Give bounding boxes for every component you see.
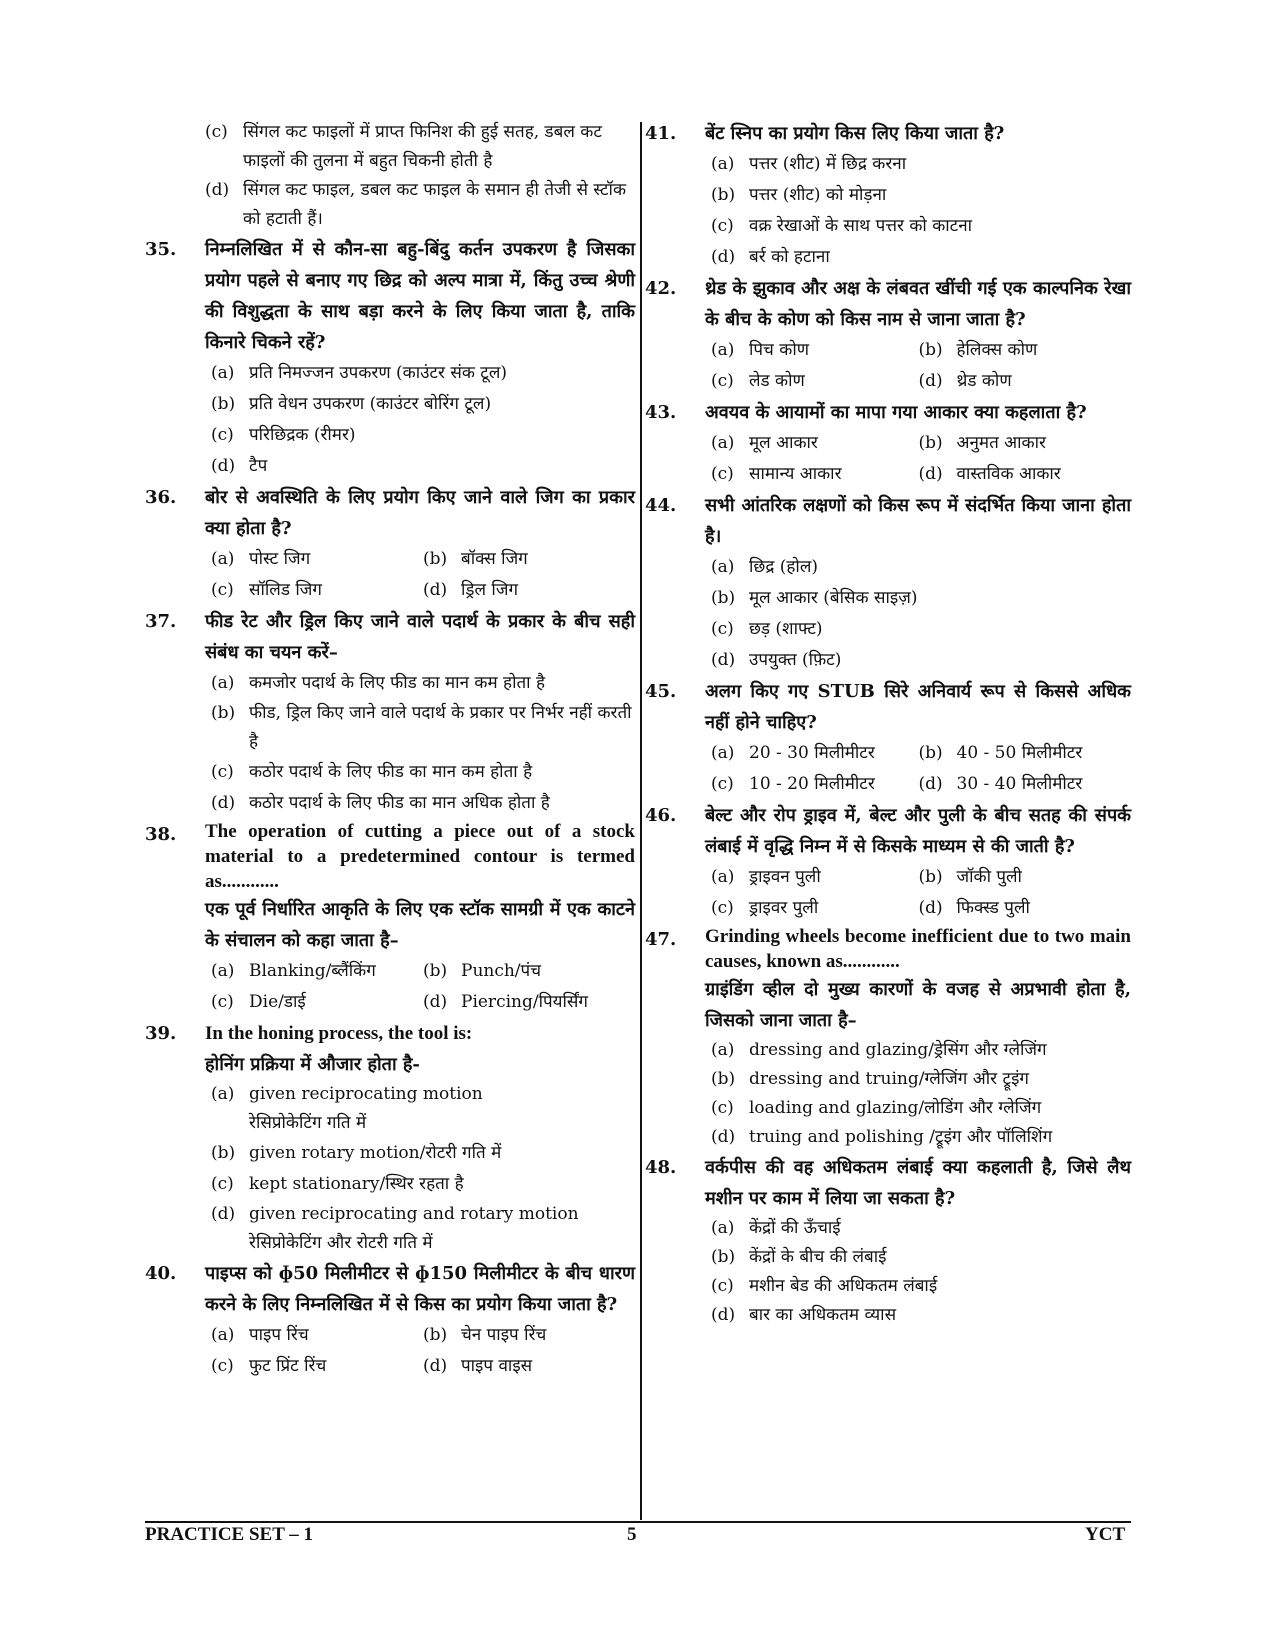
options-row <box>711 893 1131 924</box>
footer-rule <box>145 1521 1131 1523</box>
question-number: 41. <box>645 123 677 144</box>
question-38 <box>145 819 635 1018</box>
column-divider <box>640 122 642 1520</box>
question-text-hindi: ग्राइंडिंग व्हील दो मुख्य कारणों के वजह से अप्रभावी होता है, जिसको जाना जाता है– <box>705 979 1131 1031</box>
option-c: (c) लेड कोण <box>711 371 805 391</box>
question-39 <box>145 1018 635 1258</box>
option-d: (d) सिंगल कट फाइल, डबल कट फाइल के समान ही तेजी से स्टॉक को हटाती हैं। <box>205 180 626 229</box>
question-48 <box>645 1152 1131 1330</box>
option-a: (a) कमजोर पदार्थ के लिए फीड का मान कम होता है <box>211 673 546 693</box>
question-number: 42. <box>645 278 677 299</box>
question-text-english: The operation of cutting a piece out of a stock material to a predetermined contour is termed as............ <box>205 821 635 892</box>
option-d: (d) कठोर पदार्थ के लिए फीड का मान अधिक होता है <box>211 793 550 813</box>
question-number: 43. <box>645 402 677 423</box>
option-a: (a) ड्राइवन पुली <box>711 867 821 887</box>
question-number: 37. <box>145 611 177 632</box>
question-text: पाइप्स को ɸ50 मिलीमीटर से ɸ150 मिलीमीटर के बीच धारण करने के लिए निम्नलिखित में से किस का प्रयोग किया जाता है? <box>205 1263 635 1315</box>
question-text: बेंट स्निप का प्रयोग किस लिए किया जाता है? <box>705 123 1005 144</box>
option-d: (d) पाइप वाइस <box>423 1356 533 1376</box>
question-number: 46. <box>645 805 677 826</box>
option-d: (d) वास्तविक आकार <box>918 464 1061 484</box>
option-d: (d) 30 - 40 मिलीमीटर <box>918 774 1083 794</box>
option-b: (b) मूल आकार (बेसिक साइज़) <box>711 588 918 608</box>
question-number: 36. <box>145 487 177 508</box>
question-text: सभी आंतरिक लक्षणों को किस रूप में संदर्भित किया जाना होता है। <box>705 495 1131 547</box>
left-column <box>145 118 635 1382</box>
option-c: (c) कठोर पदार्थ के लिए फीड का मान कम होता है <box>211 762 533 782</box>
question-text-hindi: एक पूर्व निर्धारित आकृति के लिए एक स्टॉक सामग्री में एक काटने के संचालन को कहा जाता है– <box>205 899 635 951</box>
option-c: (c) Die/डाई <box>211 992 306 1012</box>
question-text: बोर से अवस्थिति के लिए प्रयोग किए जाने वाले जिग का प्रकार क्या होता है? <box>205 487 635 539</box>
options-row <box>211 1320 635 1351</box>
question-40 <box>145 1258 635 1382</box>
option-c: (c) ड्राइवर पुली <box>711 898 819 918</box>
option-d: (d) टैप <box>211 456 268 476</box>
option-d: (d) given reciprocating and rotary motion रेसिप्रोकेटिंग और रोटरी गति में <box>211 1204 579 1253</box>
option-c: (c) वक्र रेखाओं के साथ पत्तर को काटना <box>711 216 973 236</box>
footer-brand: YCT <box>1085 1524 1126 1545</box>
option-b: (b) 40 - 50 मिलीमीटर <box>918 743 1083 763</box>
option-d: (d) थ्रेड कोण <box>918 371 1012 391</box>
options-row <box>711 428 1131 459</box>
question-number: 47. <box>645 929 677 950</box>
options-row <box>711 769 1131 800</box>
right-column <box>645 118 1131 1330</box>
option-b: (b) प्रति वेधन उपकरण (काउंटर बोरिंग टूल) <box>211 394 492 414</box>
question-number: 38. <box>145 824 177 845</box>
option-b: (b) केंद्रों के बीच की लंबाई <box>711 1247 887 1267</box>
options-row <box>711 862 1131 893</box>
question-text: फीड रेट और ड्रिल किए जाने वाले पदार्थ के प्रकार के बीच सही संबंध का चयन करें– <box>205 611 635 663</box>
question-34-continued <box>145 118 635 234</box>
question-36 <box>145 482 635 606</box>
option-c: (c) kept stationary/स्थिर रहता है <box>211 1174 464 1194</box>
question-number: 44. <box>645 495 677 516</box>
options-row <box>711 738 1131 769</box>
question-text: निम्नलिखित में से कौन-सा बहु-बिंदु कर्तन उपकरण है जिसका प्रयोग पहले से बनाए गए छिद्र को अल्प मात्रा में, किंतु उच्च श्रेणी की विशुद्धता के साथ बड़ा करने के लिए किया जाता है, ताकि किनारे चिकने रहें? <box>205 239 635 353</box>
option-a: (a) केंद्रों की ऊँचाई <box>711 1218 841 1238</box>
question-46 <box>645 800 1131 924</box>
question-text: बेल्ट और रोप ड्राइव में, बेल्ट और पुली के बीच सतह की संपर्क लंबाई में वृद्धि निम्न में से किसके माध्यम से की जाती है? <box>705 805 1131 857</box>
option-a: (a) 20 - 30 मिलीमीटर <box>711 743 875 763</box>
option-d: (d) उपयुक्त (फ़िट) <box>711 650 842 670</box>
option-c: (c) परिछिद्रक (रीमर) <box>211 425 356 445</box>
option-a: (a) given reciprocating motion रेसिप्रोकेटिंग गति में <box>211 1084 483 1133</box>
question-45 <box>645 676 1131 800</box>
option-d: (d) Piercing/पियर्सिंग <box>423 992 588 1012</box>
option-d: (d) truing and polishing /ट्रूइंग और पॉलिशिंग <box>711 1127 1053 1147</box>
question-44 <box>645 490 1131 676</box>
question-number: 40. <box>145 1263 177 1284</box>
option-a: (a) छिद्र (होल) <box>711 557 818 577</box>
option-c: (c) सामान्य आकार <box>711 464 842 484</box>
question-text-hindi: होनिंग प्रक्रिया में औजार होता है- <box>205 1054 420 1075</box>
option-b: (b) given rotary motion/रोटरी गति में <box>211 1143 502 1163</box>
option-b: (b) Punch/पंच <box>423 961 541 981</box>
question-text: थ्रेड के झुकाव और अक्ष के लंबवत खींची गई एक काल्पनिक रेखा के बीच के कोण को किस नाम से जाना जाता है? <box>705 278 1131 330</box>
question-text-english: In the honing process, the tool is: <box>205 1023 473 1044</box>
option-d: (d) ड्रिल जिग <box>423 580 519 600</box>
question-text: वर्कपीस की वह अधिकतम लंबाई क्या कहलाती है, जिसे लैथ मशीन पर काम में लिया जा सकता है? <box>705 1157 1131 1209</box>
question-text: अवयव के आयामों का मापा गया आकार क्या कहलाता है? <box>705 402 1087 423</box>
option-a: (a) पाइप रिंच <box>211 1325 309 1345</box>
page-number: 5 <box>627 1524 637 1545</box>
question-43 <box>645 397 1131 490</box>
option-b: (b) अनुमत आकार <box>918 433 1046 453</box>
question-47 <box>645 924 1131 1152</box>
question-number: 48. <box>645 1157 677 1178</box>
option-c: (c) फुट प्रिंट रिंच <box>211 1356 327 1376</box>
option-a: (a) Blanking/ब्लैंकिंग <box>211 961 376 981</box>
option-d: (d) बार का अधिकतम व्यास <box>711 1305 897 1325</box>
options-row <box>211 575 635 606</box>
question-41 <box>645 118 1131 273</box>
option-c: (c) सिंगल कट फाइलों में प्राप्त फिनिश की हुई सतह, डबल कट फाइलों की तुलना में बहुत चिकनी होती है <box>205 122 602 171</box>
option-a: (a) पोस्ट जिग <box>211 549 311 569</box>
option-c: (c) loading and glazing/लोडिंग और ग्लेजिंग <box>711 1098 1042 1118</box>
question-number: 35. <box>145 239 177 260</box>
option-b: (b) हेलिक्स कोण <box>918 340 1038 360</box>
option-d: (d) फिक्स्ड पुली <box>918 898 1030 918</box>
option-b: (b) बॉक्स जिग <box>423 549 528 569</box>
question-35 <box>145 234 635 482</box>
option-a: (a) dressing and glazing/ड्रेसिंग और ग्लेजिंग <box>711 1040 1047 1060</box>
option-b: (b) पत्तर (शीट) को मोड़ना <box>711 185 887 205</box>
question-37 <box>145 606 635 819</box>
option-c: (c) 10 - 20 मिलीमीटर <box>711 774 875 794</box>
option-b: (b) जॉकी पुली <box>918 867 1022 887</box>
options-row <box>711 459 1131 490</box>
option-c: (c) मशीन बेड की अधिकतम लंबाई <box>711 1276 938 1296</box>
question-text-english: Grinding wheels become inefficient due to two main causes, known as............ <box>705 926 1131 972</box>
option-b: (b) dressing and truing/ग्लेजिंग और ट्रूइंग <box>711 1069 1029 1089</box>
question-text: अलग किए गए STUB सिरे अनिवार्य रूप से किससे अधिक नहीं होने चाहिए? <box>705 681 1131 733</box>
options-row <box>211 1351 635 1382</box>
options-row <box>211 544 635 575</box>
option-d: (d) बर्र को हटाना <box>711 247 830 267</box>
option-c: (c) सॉलिड जिग <box>211 580 322 600</box>
option-c: (c) छड़ (शाफ्ट) <box>711 619 823 639</box>
question-42 <box>645 273 1131 397</box>
options-row <box>711 335 1131 366</box>
question-number: 39. <box>145 1023 177 1044</box>
options-row <box>211 987 635 1018</box>
options-row <box>711 366 1131 397</box>
options-row <box>211 956 635 987</box>
option-a: (a) पत्तर (शीट) में छिद्र करना <box>711 154 907 174</box>
option-a: (a) मूल आकार <box>711 433 818 453</box>
option-a: (a) प्रति निमज्जन उपकरण (काउंटर संक टूल) <box>211 363 508 383</box>
option-b: (b) फीड, ड्रिल किए जाने वाले पदार्थ के प्रकार पर निर्भर नहीं करती है <box>211 703 632 752</box>
question-number: 45. <box>645 681 677 702</box>
option-b: (b) चेन पाइप रिंच <box>423 1325 547 1345</box>
option-a: (a) पिच कोण <box>711 340 810 360</box>
footer-set-label: PRACTICE SET – 1 <box>145 1524 314 1545</box>
